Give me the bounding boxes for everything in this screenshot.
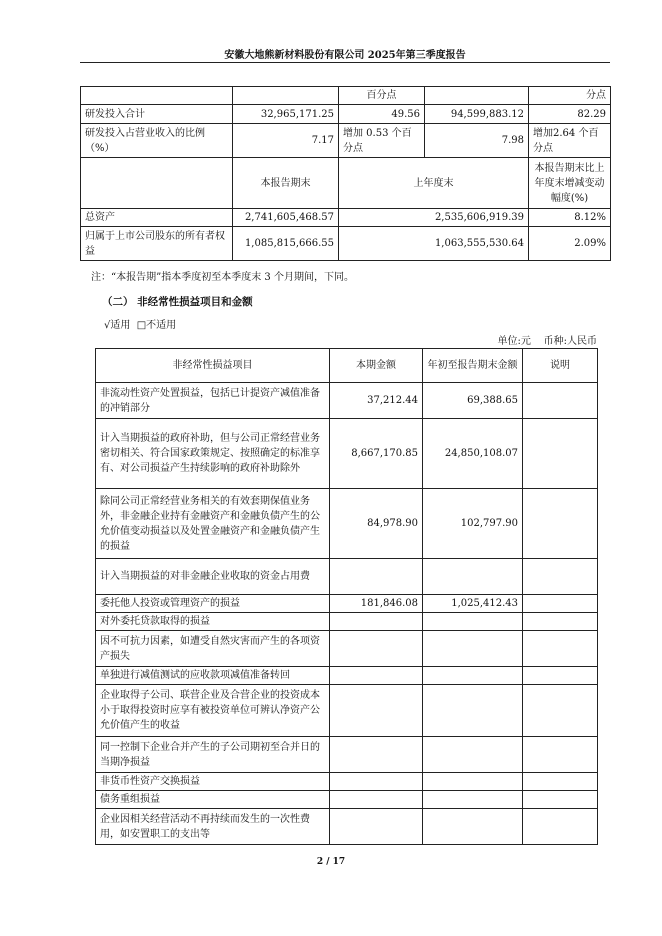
- ytd-amount-cell: [423, 631, 523, 667]
- cell: 百分点: [339, 87, 425, 105]
- header-divider: [80, 62, 610, 63]
- ytd-amount-cell: 102,797.90: [423, 489, 523, 559]
- section-title: （二） 非经常性损益项目和金额: [102, 296, 253, 308]
- remark-cell: [523, 667, 598, 685]
- table-row: [96, 631, 598, 667]
- unit-line: [440, 332, 597, 347]
- item-cell: 除同公司正常经营业务相关的有效套期保值业务外，非金融企业持有金融资产和金融负债产生的公允价值变动损益以及处置金融资产和金融负债产生的损益: [96, 489, 330, 559]
- cell: 94,599,883.12: [425, 105, 529, 124]
- ytd-amount-cell: 69,388.65: [423, 383, 523, 419]
- ytd-amount-cell: [423, 685, 523, 737]
- current-amount-cell: [330, 737, 423, 773]
- current-amount-cell: 37,212.44: [330, 383, 423, 419]
- table-row: [96, 559, 598, 595]
- table-row: [96, 419, 598, 489]
- remark-cell: [523, 809, 598, 845]
- table-row: [96, 613, 598, 631]
- column-header: 说明: [523, 349, 598, 383]
- cell: 7.17: [233, 124, 339, 158]
- cell: 增加2.64 个百分点: [529, 124, 611, 158]
- column-header: 本报告期末: [233, 158, 339, 209]
- cell: 2.09%: [529, 227, 611, 261]
- remark-cell: [523, 595, 598, 613]
- cell: 2,741,605,468.57: [233, 209, 339, 227]
- currency-label: 币种:人民币: [543, 336, 597, 347]
- row-label: 总资产: [81, 209, 233, 227]
- row-label: 研发投入占营业收入的比例（%）: [81, 124, 233, 158]
- current-amount-cell: 8,667,170.85: [330, 419, 423, 489]
- cell: 1,063,555,530.64: [339, 227, 529, 261]
- table-row: [81, 209, 611, 227]
- table-row: [96, 791, 598, 809]
- table-row: [81, 124, 611, 158]
- column-header: 本期金额: [330, 349, 423, 383]
- ytd-amount-cell: 1,025,412.43: [423, 595, 523, 613]
- ytd-amount-cell: [423, 791, 523, 809]
- current-amount-cell: [330, 809, 423, 845]
- table-row: [81, 227, 611, 261]
- current-amount-cell: [330, 667, 423, 685]
- cell: 32,965,171.25: [233, 105, 339, 124]
- item-cell: 同一控制下企业合并产生的子公司期初至合并日的当期净损益: [96, 737, 330, 773]
- cell: 增加 0.53 个百分点: [339, 124, 425, 158]
- remark-cell: [523, 419, 598, 489]
- page-number: 2 / 17: [316, 857, 346, 867]
- item-cell: 非流动性资产处置损益，包括已计提资产减值准备的冲销部分: [96, 383, 330, 419]
- ytd-amount-cell: [423, 773, 523, 791]
- remark-cell: [523, 613, 598, 631]
- remark-cell: [523, 773, 598, 791]
- table-row: [96, 489, 598, 559]
- row-label: 研发投入合计: [81, 105, 233, 124]
- current-amount-cell: [330, 773, 423, 791]
- cell: 7.98: [425, 124, 529, 158]
- ytd-amount-cell: [423, 667, 523, 685]
- current-amount-cell: [330, 631, 423, 667]
- item-cell: 债务重组损益: [96, 791, 330, 809]
- remark-cell: [523, 685, 598, 737]
- row-label: 归属于上市公司股东的所有者权益: [81, 227, 233, 261]
- item-cell: 委托他人投资或管理资产的损益: [96, 595, 330, 613]
- remark-cell: [523, 791, 598, 809]
- column-header: 非经常性损益项目: [96, 349, 330, 383]
- column-header: 年初至报告期末金额: [423, 349, 523, 383]
- applicability: [104, 316, 176, 331]
- ytd-amount-cell: [423, 809, 523, 845]
- item-cell: 计入当期损益的对非金融企业收取的资金占用费: [96, 559, 330, 595]
- item-cell: 因不可抗力因素，如遭受自然灾害而产生的各项资产损失: [96, 631, 330, 667]
- cell: 1,085,815,666.55: [233, 227, 339, 261]
- remark-cell: [523, 559, 598, 595]
- table-row: [96, 809, 598, 845]
- item-cell: 企业取得子公司、联营企业及合营企业的投资成本小于取得投资时应享有被投资单位可辨认净资产公允价值产生的收益: [96, 685, 330, 737]
- table-row: [96, 595, 598, 613]
- item-cell: 企业因相关经营活动不再持续而发生的一次性费用，如安置职工的支出等: [96, 809, 330, 845]
- table-note: 注：“本报告期”指本季度初至本季度末 3 个月期间，下同。: [91, 272, 354, 283]
- unit-label: 单位:元: [497, 336, 531, 347]
- cell: 8.12%: [529, 209, 611, 227]
- current-amount-cell: [330, 791, 423, 809]
- cell: 82.29: [529, 105, 611, 124]
- applicable-checked: √适用: [104, 320, 131, 331]
- cell: 2,535,606,919.39: [339, 209, 529, 227]
- table-row: [96, 667, 598, 685]
- page-header-title: 安徽大地熊新材料股份有限公司 2025年第三季度报告: [224, 50, 466, 61]
- table-header-row: [96, 349, 598, 383]
- rd-and-assets-table: [80, 86, 611, 261]
- ytd-amount-cell: [423, 737, 523, 773]
- current-amount-cell: [330, 613, 423, 631]
- remark-cell: [523, 737, 598, 773]
- item-cell: 计入当期损益的政府补助，但与公司正常经营业务密切相关、符合国家政策规定、按照确定的标准享有、对公司损益产生持续影响的政府补助除外: [96, 419, 330, 489]
- item-cell: 非货币性资产交换损益: [96, 773, 330, 791]
- column-header: 上年度末: [339, 158, 529, 209]
- current-amount-cell: 181,846.08: [330, 595, 423, 613]
- table-row: [96, 773, 598, 791]
- remark-cell: [523, 383, 598, 419]
- current-amount-cell: [330, 685, 423, 737]
- not-applicable-unchecked: □不适用: [136, 320, 177, 331]
- table-row: [96, 737, 598, 773]
- cell: 分点: [529, 87, 611, 105]
- ytd-amount-cell: [423, 613, 523, 631]
- table-row: [96, 383, 598, 419]
- table-row: [81, 87, 611, 105]
- current-amount-cell: [330, 559, 423, 595]
- non-recurring-items-table: [95, 348, 598, 845]
- table-header-row: [81, 158, 611, 209]
- item-cell: 单独进行减值测试的应收款项减值准备转回: [96, 667, 330, 685]
- cell: 49.56: [339, 105, 425, 124]
- ytd-amount-cell: 24,850,108.07: [423, 419, 523, 489]
- table-row: [81, 105, 611, 124]
- remark-cell: [523, 489, 598, 559]
- remark-cell: [523, 631, 598, 667]
- current-amount-cell: 84,978.90: [330, 489, 423, 559]
- item-cell: 对外委托贷款取得的损益: [96, 613, 330, 631]
- column-header: 本报告期末比上年度末增减变动幅度(%): [529, 158, 611, 209]
- table-row: [96, 685, 598, 737]
- ytd-amount-cell: [423, 559, 523, 595]
